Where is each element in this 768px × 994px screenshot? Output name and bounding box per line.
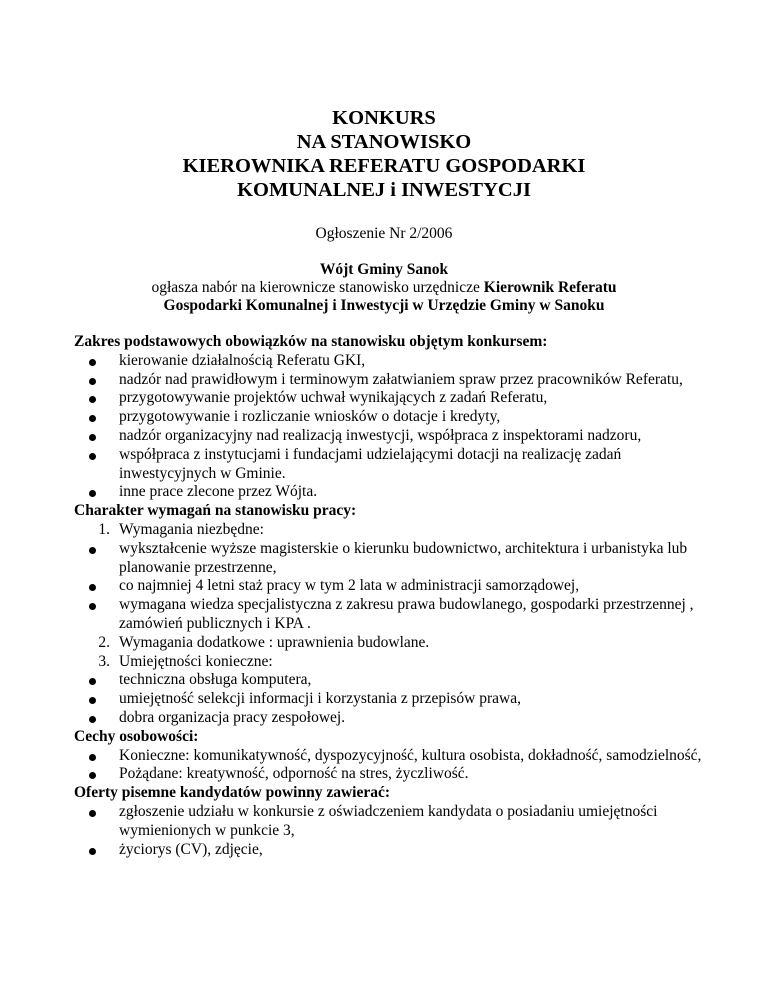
bullet-icon xyxy=(89,359,96,366)
bullet-icon xyxy=(89,453,96,460)
numbered-item: 1. Wymagania niezbędne: xyxy=(74,521,714,540)
document-title xyxy=(0,106,768,202)
list-item: dobra organizacja pracy zespołowej. xyxy=(74,709,714,728)
offers-list xyxy=(74,803,714,859)
list-item: Konieczne: komunikatywność, dyspozycyjność, kultura osobista, dokładność, samodzielność, xyxy=(74,747,714,766)
list-item: zgłoszenie udziału w konkursie z oświadczeniem kandydata o posiadaniu umiejętności wymienionych w punkcie 3, xyxy=(74,803,714,841)
announcement-number: Ogłoszenie Nr 2/2006 xyxy=(315,225,453,242)
list-item: Pożądane: kreatywność, odporność na stres, życzliwość. xyxy=(74,765,714,784)
issuer-name: Wójt Gminy Sanok xyxy=(319,261,449,278)
bullet-icon xyxy=(89,396,96,403)
list-item: kierowanie działalnością Referatu GKI, xyxy=(74,352,714,371)
traits-heading: Cechy osobowości: xyxy=(74,727,199,745)
list-item: co najmniej 4 letni staż pracy w tym 2 lata w administracji samorządowej, xyxy=(74,577,714,596)
bullet-icon xyxy=(89,810,96,817)
list-item: współpraca z instytucjami i fundacjami udzielającymi dotacji na realizację zadań inwestycyjnych w Gminie. xyxy=(74,446,714,484)
bullet-icon xyxy=(89,547,96,554)
bullet-icon xyxy=(89,754,96,761)
list-item: wykształcenie wyższe magisterskie o kierunku budownictwo, architektura i urbanistyka lub planowanie przestrzenne, xyxy=(74,540,714,578)
title-line-3: KIEROWNIKA REFERATU GOSPODARKI xyxy=(182,155,586,177)
bullet-icon xyxy=(89,378,96,385)
list-item: inne prace zlecone przez Wójta. xyxy=(74,483,714,502)
bullet-icon xyxy=(89,848,96,855)
issuer-position-part-1: Kierownik Referatu xyxy=(483,279,617,296)
title-line-2: NA STANOWISKO xyxy=(296,131,472,153)
issuer-text-plain: ogłasza nabór na kierownicze stanowisko urzędnicze xyxy=(151,279,484,296)
bullet-icon xyxy=(89,490,96,497)
list-item: nadzór nad prawidłowym i terminowym załatwianiem spraw przez pracowników Referatu, xyxy=(74,371,714,390)
bullet-icon xyxy=(89,678,96,685)
bullet-icon xyxy=(89,697,96,704)
document-body xyxy=(74,333,714,859)
requirements-heading: Charakter wymagań na stanowisku pracy: xyxy=(74,502,357,520)
list-item: techniczna obsługa komputera, xyxy=(74,671,714,690)
item-number: 3. xyxy=(98,652,110,670)
bullet-icon xyxy=(89,772,96,779)
list-item: umiejętność selekcji informacji i korzystania z przepisów prawa, xyxy=(74,690,714,709)
bullet-icon xyxy=(89,716,96,723)
offers-heading: Oferty pisemne kandydatów powinny zawierać: xyxy=(74,784,391,802)
bullet-icon xyxy=(89,415,96,422)
issuer-text-line-1 xyxy=(0,279,768,297)
title-line-4: KOMUNALNEJ i INWESTYCJI xyxy=(237,179,531,201)
list-item: wymagana wiedza specjalistyczna z zakresu prawa budowlanego, gospodarki przestrzennej , zamówień publicznych i KPA . xyxy=(74,596,714,634)
numbered-item: 2. Wymagania dodatkowe : uprawnienia budowlane. xyxy=(74,634,714,653)
item-number: 1. xyxy=(98,520,110,538)
issuer-position-part-2: Gospodarki Komunalnej i Inwestycji w Urzędzie Gminy w Sanoku xyxy=(163,297,605,314)
list-item: przygotowywanie i rozliczanie wniosków o dotacje i kredyty, xyxy=(74,408,714,427)
bullet-icon xyxy=(89,584,96,591)
list-item: przygotowywanie projektów uchwał wynikających z zadań Referatu, xyxy=(74,389,714,408)
bullet-icon xyxy=(89,434,96,441)
numbered-item: 3. Umiejętności konieczne: xyxy=(74,653,714,672)
requirements-list xyxy=(74,521,714,728)
traits-list xyxy=(74,747,714,785)
bullet-icon xyxy=(89,603,96,610)
issuer-block xyxy=(0,261,768,315)
item-number: 2. xyxy=(98,633,110,651)
duties-heading: Zakres podstawowych obowiązków na stanowisku objętym konkursem: xyxy=(74,333,548,350)
duties-list xyxy=(74,352,714,502)
list-item: życiorys (CV), zdjęcie, xyxy=(74,841,714,860)
title-line-1: KONKURS xyxy=(332,107,436,129)
list-item: nadzór organizacyjny nad realizacją inwestycji, współpraca z inspektorami nadzoru, xyxy=(74,427,714,446)
